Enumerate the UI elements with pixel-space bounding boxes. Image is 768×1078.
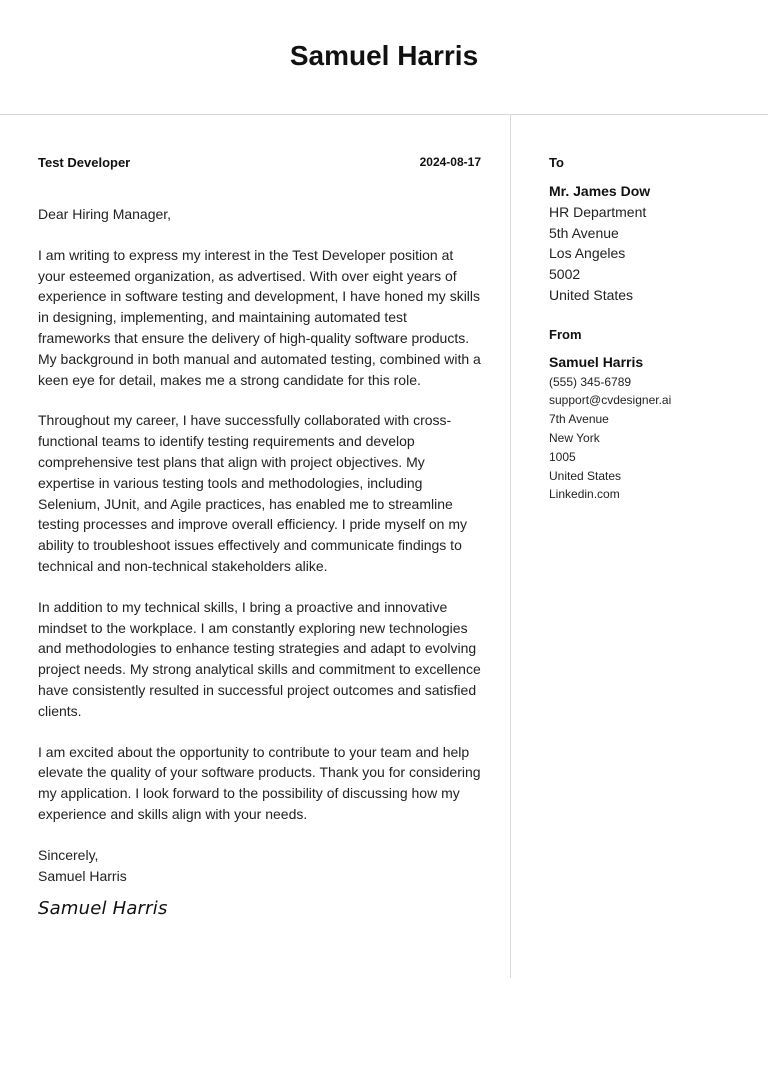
recipient-city: Los Angeles (549, 245, 626, 262)
signature: Samuel Harris (38, 898, 168, 920)
body-paragraph: I am excited about the opportunity to contribute to your team and help elevate the quality of your software products. Thank you for considering my application. I look forward to the possibility of discussing how my experience and skills align with your needs. (38, 743, 481, 822)
sender-country: United States (549, 468, 622, 483)
recipient-country: United States (549, 286, 634, 303)
page-header (0, 0, 768, 115)
sender-name: Samuel Harris (549, 353, 644, 370)
recipient-department: HR Department (549, 203, 647, 220)
job-title: Test Developer (38, 155, 131, 170)
sender-email[interactable]: support@cvdesigner.ai (549, 393, 672, 408)
closing-phrase: Sincerely, (38, 846, 99, 863)
body-paragraph: I am writing to express my interest in the Test Developer position at your esteemed organization, as advertised. With over eight years of experience in software testing and development, I have honed my skills in designing, implementing, and maintaining automated test frameworks that ensure the delivery of high-quality software products. My background in both manual and automated testing, combined with a keen eye for detail, makes me a strong candidate for this role. (38, 246, 481, 388)
column-divider (510, 115, 511, 978)
body-paragraph: Throughout my career, I have successfully collaborated with cross-functional teams to identify testing requirements and develop comprehensive test plans that align with project objectives. My expertise in various testing tools and methodologies, including Selenium, JUnit, and Agile practices, has enabled me to streamline testing processes and improve overall efficiency. I pride myself on my ability to troubleshoot issues effectively and communicate findings to technical and non-technical stakeholders alike. (38, 412, 468, 574)
letter-date: 2024-08-17 (419, 155, 481, 169)
applicant-name-title: Samuel Harris (289, 40, 479, 71)
sender-city: New York (549, 430, 600, 445)
recipient-street: 5th Avenue (549, 224, 619, 241)
recipient-name: Mr. James Dow (549, 183, 651, 199)
to-heading: To (549, 155, 564, 170)
address-sidebar (549, 152, 749, 504)
recipient-zip: 5002 (549, 266, 581, 283)
body-paragraph: In addition to my technical skills, I bring a proactive and innovative mindset to the workplace. I am constantly exploring new technologies and methodologies to enhance testing strategies and adapt to evolving project needs. My strong analytical skills and commitment to excellence have consistently resulted in successful project outcomes and satisfied clients. (38, 598, 481, 719)
sender-zip: 1005 (549, 449, 576, 464)
closing-name: Samuel Harris (38, 867, 127, 884)
closing-block (38, 845, 483, 887)
from-heading: From (549, 326, 582, 342)
sender-phone: (555) 345-6789 (549, 374, 632, 389)
sender-linkedin[interactable]: Linkedin.com (549, 487, 620, 502)
sender-street: 7th Avenue (549, 412, 609, 427)
salutation: Dear Hiring Manager, (38, 206, 172, 222)
job-title-row (38, 152, 483, 174)
letter-body (38, 152, 483, 919)
